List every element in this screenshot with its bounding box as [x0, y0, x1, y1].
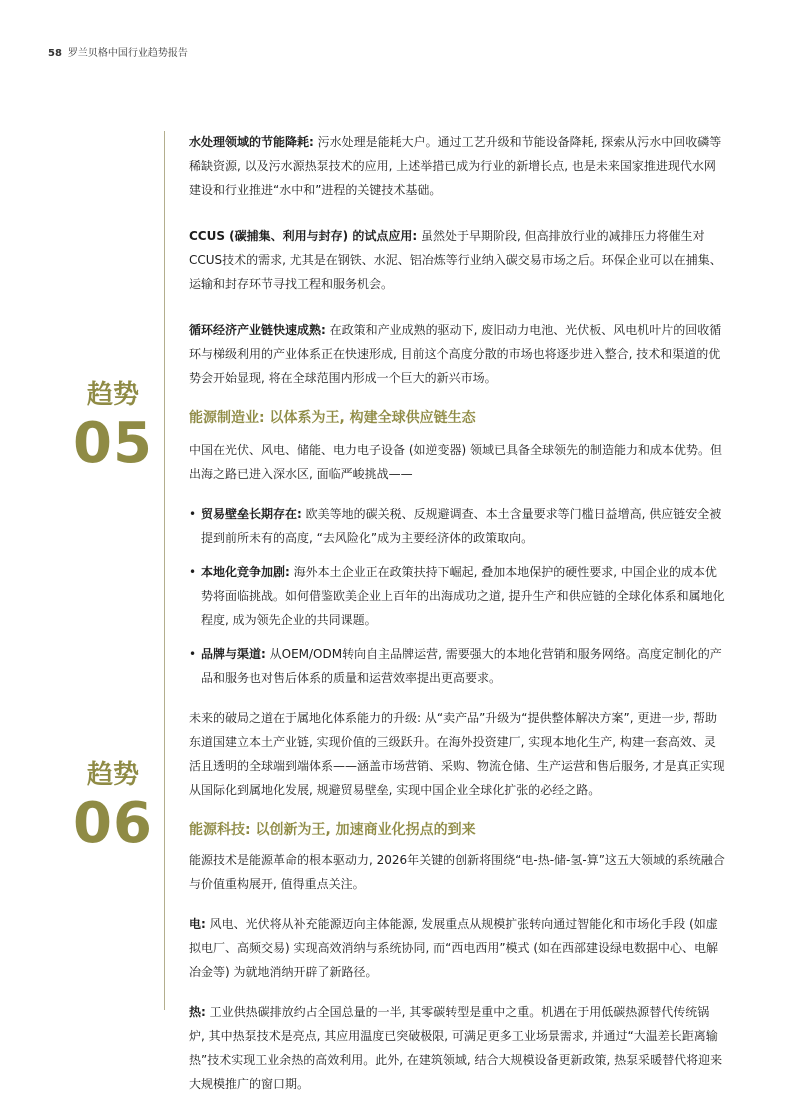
trend-05-conclusion: 未来的破局之道在于属地化体系能力的升级: 从“卖产品”升级为“提供整体解决方案”, 更进一步, 帮助东道国建立本土产业链, 实现价值的三级跃升。在海外投资建厂, 实现本地化生产, 构建一套高效、灵活且透明的全球端到端体系——涵盖市场营销、采购、物流仓储、生产运营和售后服务, 才是真正实现从国际化到属地化发展, 规避贸易壁垒, 实现中国企业全球化扩张的必经之路。: [189, 711, 725, 797]
paragraph-label: 热:: [189, 1005, 206, 1019]
trend-05-marker: [70, 378, 156, 476]
challenge-list: [189, 502, 725, 690]
trend-06-marker: [70, 758, 156, 856]
page-number: 58: [48, 48, 62, 59]
trend-06-title: 能源科技: 以创新为王, 加速商业化拐点的到来: [189, 822, 476, 838]
list-item-label: 本地化竞争加剧:: [201, 565, 290, 579]
paragraph: [189, 224, 725, 296]
main-content: [189, 130, 725, 1096]
trend-label: 趋势: [86, 760, 139, 790]
paragraph-label: 循环经济产业链快速成熟:: [189, 323, 326, 337]
page-header: [48, 44, 188, 59]
paragraph-text: 风电、光伏将从补充能源迈向主体能源, 发展重点从规模扩张转向通过智能化和市场化手段 (如虚拟电厂、高频交易) 实现高效消纳与系统协同, 而“西电西用”模式 (如在西部建设绿电数据中心、电解冶金等) 为就地消纳开辟了新路径。: [189, 917, 719, 979]
paragraph: [189, 912, 725, 984]
paragraph-text: 在政策和产业成熟的驱动下, 废旧动力电池、光伏板、风电机叶片的回收循环与梯级利用的产业体系正在快速形成, 目前这个高度分散的市场也将逐步进入整合, 技术和渠道的优势会开始显现, 将在全球范围内形成一个巨大的新兴市场。: [189, 323, 722, 385]
section-divider-line: [164, 131, 165, 1010]
list-item: [189, 560, 725, 632]
list-item-text: 从OEM/ODM转向自主品牌运营, 需要强大的本地化营销和服务网络。高度定制化的产品和服务也对售后体系的质量和运营效率提出更高要求。: [201, 647, 722, 685]
paragraph-text: 污水处理是能耗大户。通过工艺升级和节能设备降耗, 探索从污水中回收磷等稀缺资源, 以及污水源热泵技术的应用, 上述举措已成为行业的新增长点, 也是未来国家推进现代水网建设和行业推进“水中和”进程的关键技术基础。: [189, 135, 722, 197]
trend-label: 趋势: [86, 380, 139, 410]
report-title: 罗兰贝格中国行业趋势报告: [67, 48, 188, 59]
list-item-label: 贸易壁垒长期存在:: [201, 507, 302, 521]
paragraph-label: CCUS (碳捕集、利用与封存) 的试点应用:: [189, 229, 418, 243]
paragraph-text: 工业供热碳排放约占全国总量的一半, 其零碳转型是重中之重。机遇在于用低碳热源替代传统锅炉, 其中热泵技术是亮点, 其应用温度已突破极限, 可满足更多工业场景需求, 并通过“大温差长距离输热”技术实现工业余热的高效利用。此外, 在建筑领域, 结合大规模设备更新政策, 热泵采暖替代将迎来大规模推广的窗口期。: [189, 1005, 723, 1091]
paragraph-label: 电:: [189, 917, 206, 931]
paragraph: [189, 318, 725, 390]
paragraph: [189, 1000, 725, 1096]
list-item-text: 海外本土企业正在政策扶持下崛起, 叠加本地保护的硬性要求, 中国企业的成本优势将面临挑战。如何借鉴欧美企业上百年的出海成功之道, 提升生产和供应链的全球化体系和属地化程度, 成为领先企业的共同课题。: [201, 565, 725, 627]
list-item: [189, 642, 725, 690]
trend-05-title: 能源制造业: 以体系为王, 构建全球供应链生态: [189, 410, 476, 426]
trend-number: 06: [73, 791, 153, 856]
paragraph-text: 虽然处于早期阶段, 但高排放行业的减排压力将催生对CCUS技术的需求, 尤其是在钢铁、水泥、铝冶炼等行业纳入碳交易市场之后。环保企业可以在捕集、运输和封存环节寻找工程和服务机会。: [189, 229, 722, 291]
paragraph-label: 水处理领域的节能降耗:: [189, 135, 314, 149]
list-item-label: 品牌与渠道:: [201, 647, 266, 661]
paragraph: [189, 130, 725, 202]
trend-number: 05: [73, 411, 153, 476]
list-item: [189, 502, 725, 550]
list-item-text: 欧美等地的碳关税、反规避调查、本土含量要求等门槛日益增高, 供应链安全被提到前所未有的高度, “去风险化”成为主要经济体的政策取向。: [201, 507, 722, 545]
trend-06-intro: 能源技术是能源革命的根本驱动力, 2026年关键的创新将围绕“电-热-储-氢-算”这五大领域的系统融合与价值重构展开, 值得重点关注。: [189, 853, 725, 891]
trend-05-intro: 中国在光伏、风电、储能、电力电子设备 (如逆变器) 领域已具备全球领先的制造能力和成本优势。但出海之路已进入深水区, 面临严峻挑战——: [189, 443, 722, 481]
